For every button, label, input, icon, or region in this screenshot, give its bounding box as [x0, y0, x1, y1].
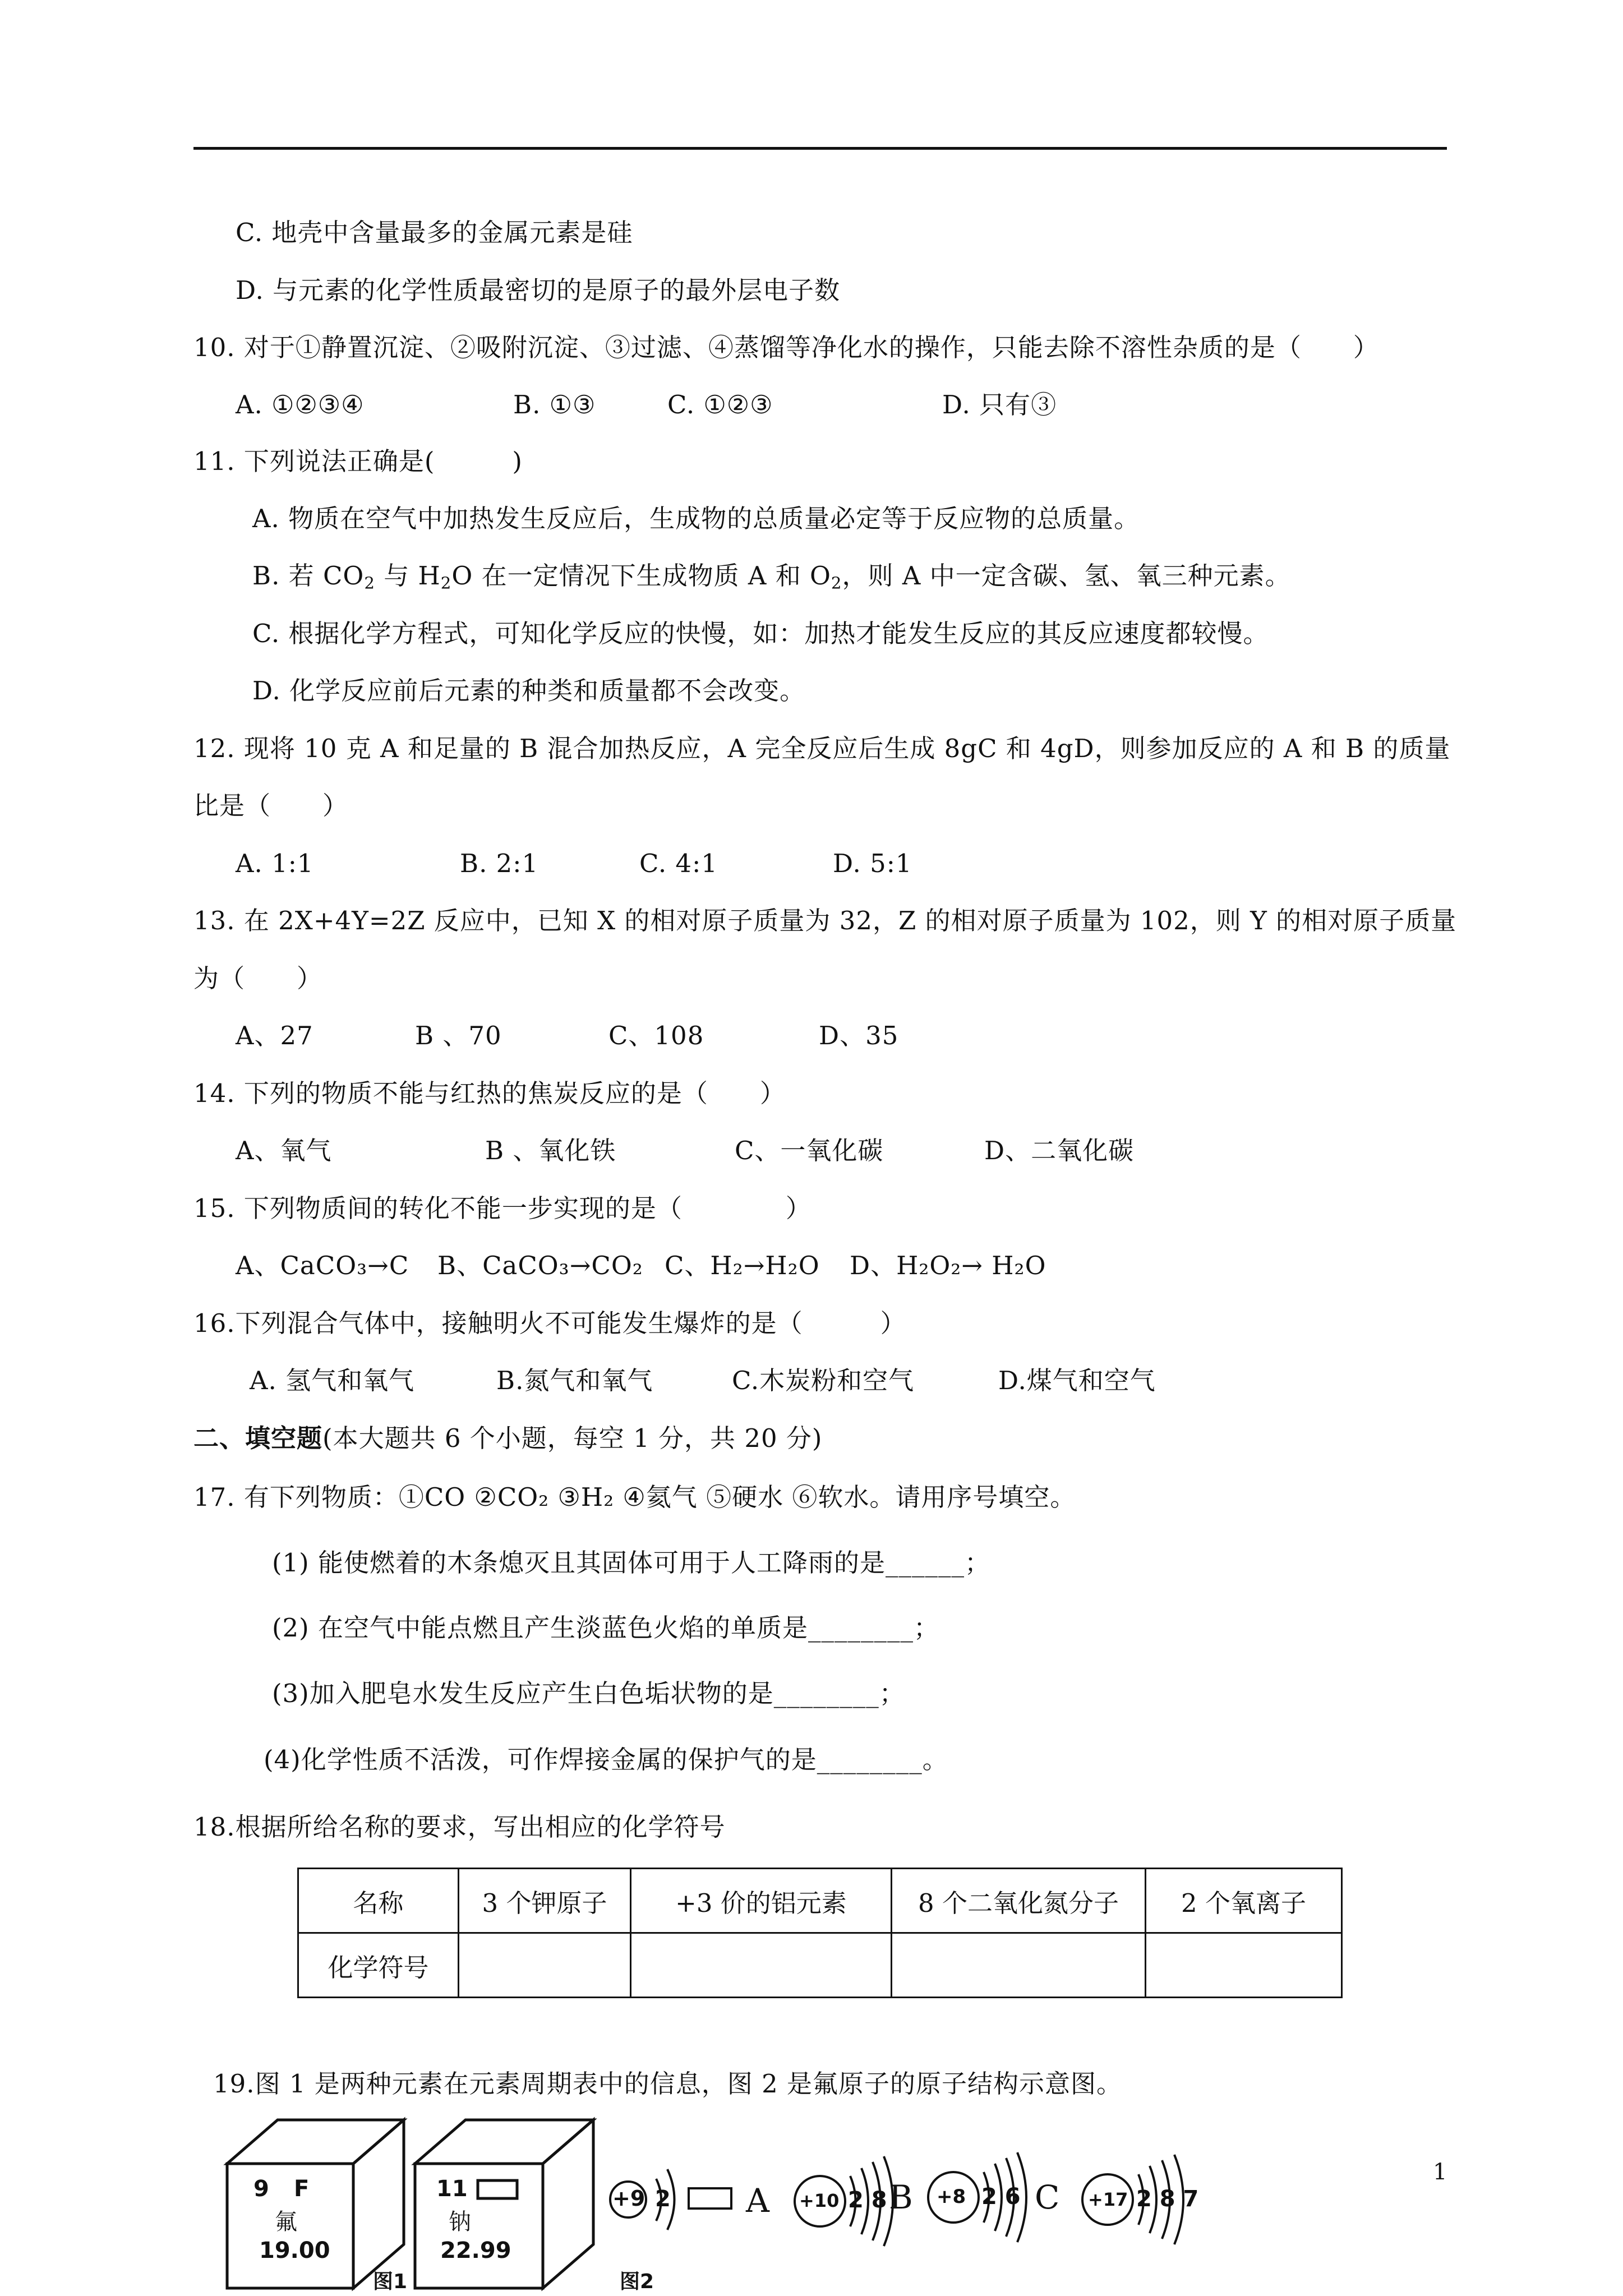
q14-option-d: D、二氧化碳 — [984, 1136, 1135, 1165]
sodium-mass: 22.99 — [440, 2238, 511, 2263]
element-box-2-side — [543, 2120, 593, 2288]
q11-option-c: C. 根据化学方程式，可知化学反应的快慢，如：加热才能发生反应的其反应速度都较慢。 — [252, 619, 1269, 648]
q13-option-b: B 、70 — [415, 1021, 502, 1050]
q17-part-3: (3)加入肥皂水发生反应产生白色垢状物的是________； — [272, 1679, 905, 1708]
q17-part-1: (1) 能使燃着的木条熄灭且其固体可用于人工降雨的是______； — [272, 1548, 991, 1578]
q11-stem: 11. 下列说法正确是( ) — [193, 446, 523, 476]
q13-option-d: D、35 — [819, 1021, 899, 1050]
q13-option-a: A、27 — [236, 1021, 313, 1050]
fluorine-symbol: F — [294, 2176, 310, 2202]
sodium-name: 钠 — [449, 2209, 471, 2235]
q9-option-c: C. 地壳中含量最多的金属元素是硅 — [236, 218, 633, 247]
fluorine-name: 氟 — [275, 2209, 297, 2235]
q15-option-b: B、CaCO₃→CO₂ — [437, 1251, 643, 1280]
q16-option-c: C.木炭粉和空气 — [732, 1366, 915, 1395]
table-header-cell: 名称 — [298, 1869, 459, 1933]
q15-stem: 15. 下列物质间的转化不能一步实现的是（ ） — [193, 1193, 811, 1223]
q16-stem: 16.下列混合气体中，接触明火不可能发生爆炸的是（ ） — [193, 1308, 906, 1338]
q12-stem: 12. 现将 10 克 A 和足量的 B 混合加热反应，A 完全反应后生成 8gC 和 4gD，则参加反应的 A 和 B 的质量 — [193, 734, 1451, 763]
q10-option-b: B. ①③ — [513, 390, 596, 419]
atom-c-shells: 2 8 7 — [1136, 2186, 1199, 2212]
fluorine-mass: 19.00 — [259, 2238, 330, 2263]
element-symbol-blank — [478, 2180, 517, 2198]
q11-option-a: A. 物质在空气中加热发生反应后，生成物的总质量必定等于反应物的总质量。 — [252, 504, 1140, 533]
figure-2-label: 图2 — [620, 2270, 654, 2293]
q19-stem: 19.图 1 是两种元素在元素周期表中的信息，图 2 是氟原子的原子结构示意图。 — [213, 2069, 1123, 2099]
atom-a-letter: A — [746, 2182, 769, 2220]
element-box-1-side — [353, 2120, 404, 2288]
page-number: 1 — [1433, 2159, 1447, 2185]
atom-c-letter: C — [1035, 2178, 1060, 2216]
q11-option-d: D. 化学反应前后元素的种类和质量都不会改变。 — [252, 676, 806, 706]
q10-option-c: C. ①②③ — [667, 390, 773, 419]
table-row-label: 化学符号 — [298, 1933, 459, 1998]
q14-stem: 14. 下列的物质不能与红热的焦炭反应的是（ ） — [193, 1078, 786, 1108]
q16-option-b: B.氮气和氧气 — [496, 1366, 653, 1395]
table-header-cell: 8 个二氧化氮分子 — [892, 1869, 1146, 1933]
q14-option-a: A、氧气 — [236, 1136, 332, 1165]
q12-option-b: B. 2:1 — [460, 849, 539, 878]
atom-a-shells: 2 8 — [848, 2187, 887, 2213]
q9-option-d: D. 与元素的化学性质最密切的是原子的最外层电子数 — [236, 275, 841, 305]
q16-option-a: A. 氢气和氧气 — [250, 1366, 415, 1395]
fluorine-shell-1: 2 — [655, 2186, 671, 2212]
q15-option-c: C、H₂→H₂O — [665, 1251, 820, 1280]
sodium-number: 11 — [436, 2176, 468, 2202]
atom-b-letter: B — [889, 2178, 913, 2216]
q11-option-b: B. 若 $CO_2$ 与 $H_2O$ 在一定情况下生成物质 A 和 $O_2$，则 A 中一定含碳、氢、氧三种元素。 — [252, 561, 1291, 593]
q17-part-4: (4)化学性质不活泼，可作焊接金属的保护气的是________。 — [264, 1745, 948, 1774]
q10-option-a: A. ①②③④ — [236, 390, 365, 419]
table-header-cell: +3 价的铝元素 — [631, 1869, 892, 1933]
q12-option-d: D. 5:1 — [833, 849, 912, 878]
q14-option-b: B 、氧化铁 — [485, 1136, 616, 1165]
q10-option-d: D. 只有③ — [942, 390, 1057, 419]
q17-part-2: (2) 在空气中能点燃且产生淡蓝色火焰的单质是________； — [272, 1613, 940, 1643]
atom-c-nucleus: +17 — [1088, 2189, 1128, 2210]
q12-option-a: A. 1:1 — [236, 849, 314, 878]
q13-option-c: C、108 — [608, 1021, 704, 1050]
q12-option-c: C. 4:1 — [639, 849, 718, 878]
q10-stem: 10. 对于①静置沉淀、②吸附沉淀、③过滤、④蒸馏等净化水的操作，只能去除不溶性杂质的是（ ） — [193, 333, 1379, 362]
atom-a-nucleus: +10 — [799, 2190, 840, 2211]
atom-b-shells: 2 6 — [981, 2184, 1021, 2210]
q14-option-c: C、一氧化碳 — [735, 1136, 884, 1165]
q12-stem-cont: 比是（ ） — [193, 791, 349, 820]
q15-option-d: D、H₂O₂→ H₂O — [850, 1251, 1046, 1280]
atom-b-nucleus: +8 — [937, 2186, 966, 2208]
q13-stem-cont: 为（ ） — [193, 963, 323, 993]
q15-option-a: A、CaCO₃→C — [236, 1251, 409, 1280]
figure-1-label: 图1 — [373, 2270, 408, 2293]
q13-stem: 13. 在 2X+4Y=2Z 反应中，已知 X 的相对原子质量为 32，Z 的相对原子质量为 102，则 Y 的相对原子质量 — [193, 906, 1457, 935]
fluorine-nucleus: +9 — [612, 2186, 645, 2211]
section-2-heading: 二、填空题(本大题共 6 个小题，每空 1 分，共 20 分) — [193, 1423, 823, 1453]
table-header-cell: 3 个钾原子 — [459, 1869, 631, 1933]
q16-option-d: D.煤气和空气 — [998, 1366, 1156, 1395]
q18-stem: 18.根据所给名称的要求，写出相应的化学符号 — [193, 1812, 726, 1842]
q17-stem: 17. 有下列物质：①CO ②CO₂ ③H₂ ④氦气 ⑤硬水 ⑥软水。请用序号填空。 — [193, 1482, 1076, 1512]
fluorine-number: 9 — [253, 2176, 269, 2202]
table-header-cell: 2 个氧离子 — [1146, 1869, 1342, 1933]
